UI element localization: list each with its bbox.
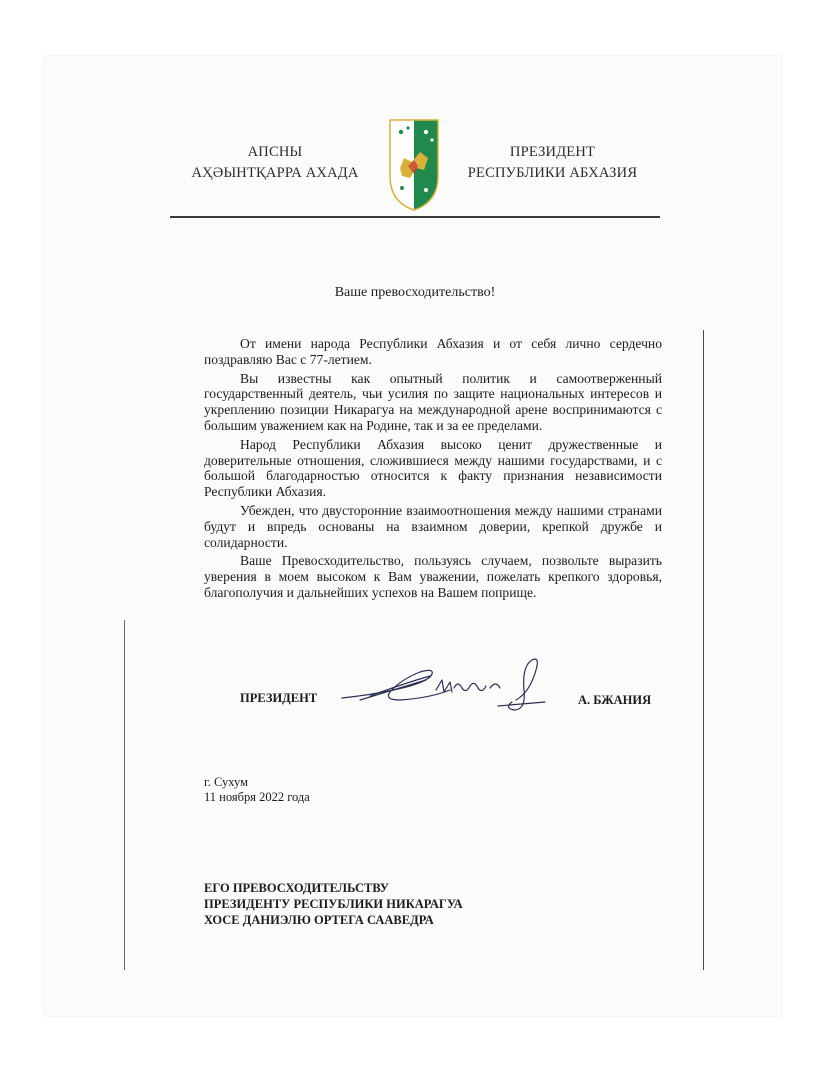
handwritten-signature-icon (340, 650, 550, 720)
body-paragraph: Убежден, что двусторонние взаимоотношения между нашими странами будут и впредь основаны на взаимном доверии, крепкой дружбе и солидарности. (204, 502, 662, 550)
place-and-date (204, 775, 310, 805)
addressee-block (204, 880, 463, 928)
body-paragraph: Вы известны как опытный политик и самоотверженный государственный деятель, чьи усилия по защите национальных интересов и укреплению позиции Никарагуа на международной арене воспринимаются с большим уважением как на Родине, так и за ее пределами. (204, 370, 662, 433)
header-divider (170, 216, 660, 218)
abkhazia-coat-of-arms-icon (386, 118, 442, 212)
signatory-name: А. БЖАНИЯ (578, 693, 652, 707)
city: г. Сухум (204, 775, 249, 789)
addressee-line: ПРЕЗИДЕНТУ РЕСПУБЛИКИ НИКАРАГУА (204, 897, 463, 911)
date: 11 ноября 2022 года (204, 790, 310, 804)
addressee-line: ЕГО ПРЕВОСХОДИТЕЛЬСТВУ (204, 881, 389, 895)
letterhead-abkhaz-line1: АПСНЫ (247, 144, 303, 160)
body-paragraph: Ваше Превосходительство, пользуясь случаем, позвольте выразить уверения в моем высоком к Вам уважении, пожелать крепкого здоровья, благополучия и дальнейших успехов на Вашем поприще. (204, 553, 662, 600)
letter-body (204, 336, 662, 604)
fold-line (703, 330, 704, 970)
salutation: Ваше превосходительство! (334, 285, 496, 300)
addressee-line: ХОСЕ ДАНИЭЛЮ ОРТЕГА СААВЕДРА (204, 913, 434, 927)
letterhead-abkhaz (190, 142, 360, 184)
fold-line (124, 620, 125, 970)
letterhead-russian (465, 142, 640, 184)
body-paragraph: От имени народа Республики Абхазия и от себя лично сердечно поздравляю Вас с 77-летием. (204, 336, 662, 367)
letterhead-russian-line1: ПРЕЗИДЕНТ (509, 144, 596, 160)
body-paragraph: Народ Республики Абхазия высоко ценит дружественные и доверительные отношения, сложившиеся между нашими государствами, и с большой благодарностью относится к факту признания независимости Республики Абхазия. (204, 436, 662, 500)
letterhead-russian-line2: РЕСПУБЛИКИ АБХАЗИЯ (467, 165, 638, 181)
letterhead-abkhaz-line2: АҲӘЫНТҚАРРА АХАДА (191, 165, 359, 181)
signature-title: ПРЕЗИДЕНТ (240, 691, 318, 705)
